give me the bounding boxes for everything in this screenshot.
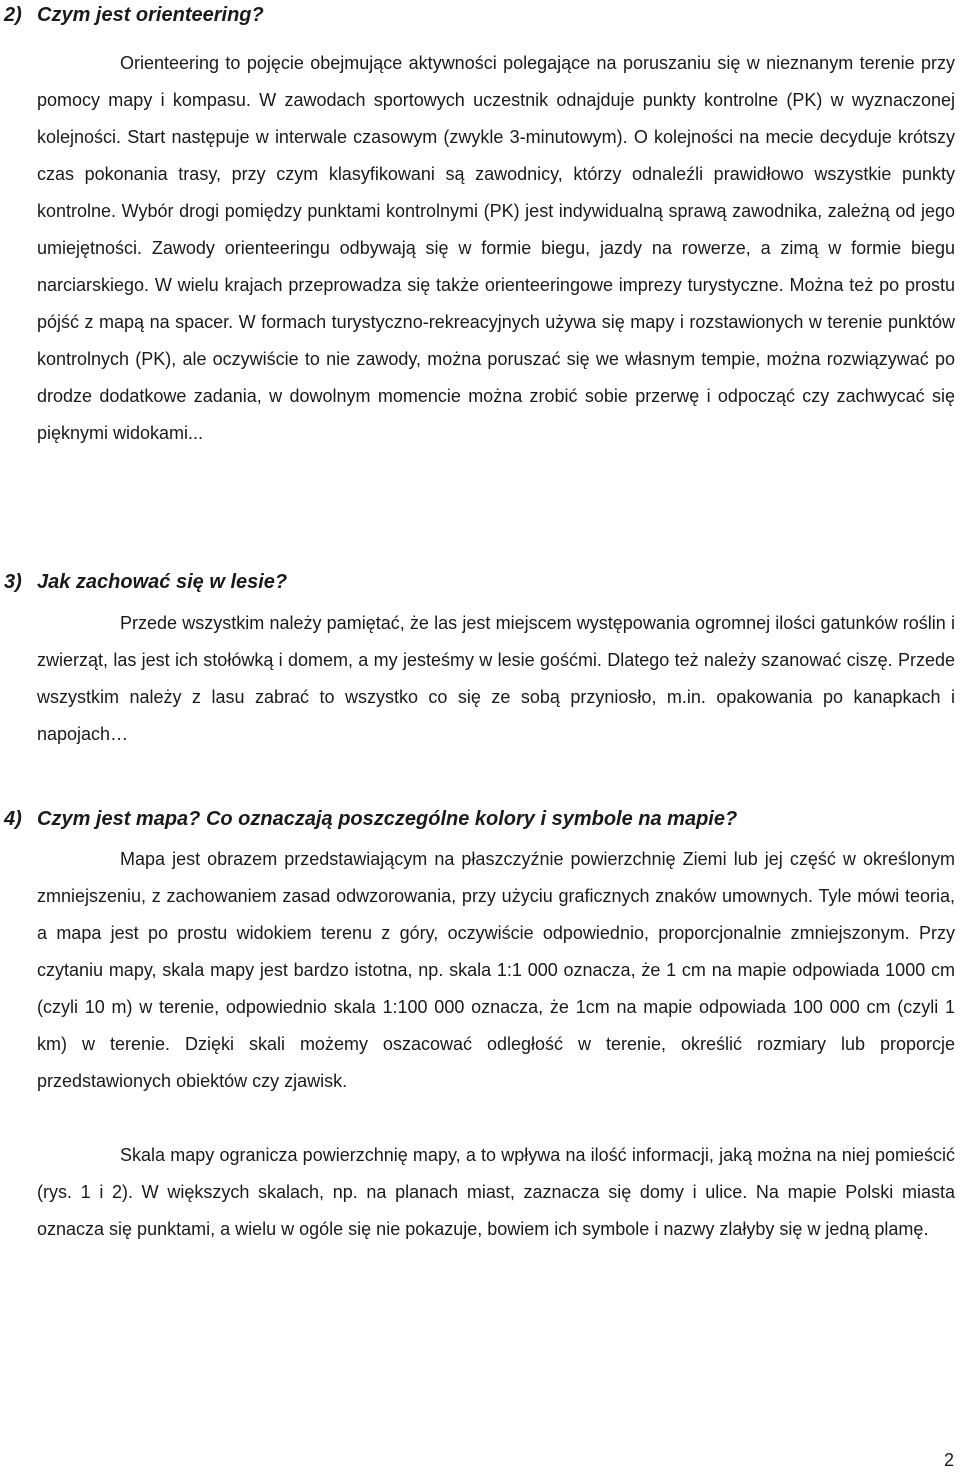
page-number: 2 bbox=[943, 1450, 954, 1470]
section-heading-map bbox=[4, 806, 737, 832]
paragraph-map-definition: Mapa jest obrazem przedstawiającym na płaszczyźnie powierzchnię Ziemi lub jej część w określonym zmniejszeniu, z zachowaniem zasad odwzorowania, przy użyciu graficznych znaków umownych. Tyle mówi teoria, a mapa jest po prostu widokiem terenu z góry, oczywiście odpowiednio, proporcjonalnie zmniejszonym. Przy czytaniu mapy, skala mapy jest bardzo istotna, np. skala 1:1 000 oznacza, że 1 cm na mapie odpowiada 1000 cm (czyli 10 m) w terenie, odpowiednio skala 1:100 000 oznacza, że 1cm na mapie odpowiada 100 000 cm (czyli 1 km) w terenie. Dzięki skali możemy oszacować odległość w terenie, określić rozmiary lub proporcje przedstawionych obiektów czy zjawisk. bbox=[37, 849, 955, 1091]
section-title: Jak zachować się w lesie? bbox=[37, 571, 288, 593]
section-title: Czym jest orienteering? bbox=[37, 4, 264, 26]
section-number: 4) bbox=[4, 808, 22, 830]
section-heading-forest bbox=[4, 569, 287, 595]
section-number: 2) bbox=[4, 4, 22, 26]
section-number: 3) bbox=[4, 571, 22, 593]
paragraph-map-scale: Skala mapy ogranicza powierzchnię mapy, a to wpływa na ilość informacji, jaką można na niej pomieścić (rys. 1 i 2). W większych skalach, np. na planach miast, zaznacza się domy i ulice. Na mapie Polski miasta oznacza się punktami, a wielu w ogóle się nie pokazuje, bowiem ich symbole i nazwy zlałyby się w jedną plamę. bbox=[37, 1145, 955, 1239]
paragraph-forest: Przede wszystkim należy pamiętać, że las jest miejscem występowania ogromnej ilości gatunków roślin i zwierząt, las jest ich stołówką i domem, a my jesteśmy w lesie gośćmi. Dlatego też należy szanować ciszę. Przede wszystkim należy z lasu zabrać to wszystko co się ze sobą przyniosło, m.in. opakowania po kanapkach i napojach… bbox=[37, 613, 955, 744]
paragraph-orienteering: Orienteering to pojęcie obejmujące aktywności polegające na poruszaniu się w nieznanym terenie przy pomocy mapy i kompasu. W zawodach sportowych uczestnik odnajduje punkty kontrolne (PK) w wyznaczonej kolejności. Start następuje w interwale czasowym (zwykle 3-minutowym). O kolejności na mecie decyduje krótszy czas pokonania trasy, przy czym klasyfikowani są zawodnicy, którzy odnaleźli prawidłowo wszystkie punkty kontrolne. Wybór drogi pomiędzy punktami kontrolnymi (PK) jest indywidualną sprawą zawodnika, zależną od jego umiejętności. Zawody orienteeringu odbywają się w formie biegu, jazdy na rowerze, a zimą w formie biegu narciarskiego. W wielu krajach przeprowadza się także orienteeringowe imprezy turystyczne. Można też po prostu pójść z mapą na spacer. W formach turystyczno-rekreacyjnych używa się mapy i rozstawionych w terenie punktów kontrolnych (PK), ale oczywiście to nie zawody, można poruszać się we własnym tempie, można rozwiązywać po drodze dodatkowe zadania, w dowolnym momencie można zrobić sobie przerwę i odpocząć czy zachwycać się pięknymi widokami... bbox=[37, 53, 955, 443]
section-heading-orienteering bbox=[4, 2, 264, 28]
section-title: Czym jest mapa? Co oznaczają poszczególne kolory i symbole na mapie? bbox=[37, 808, 738, 830]
